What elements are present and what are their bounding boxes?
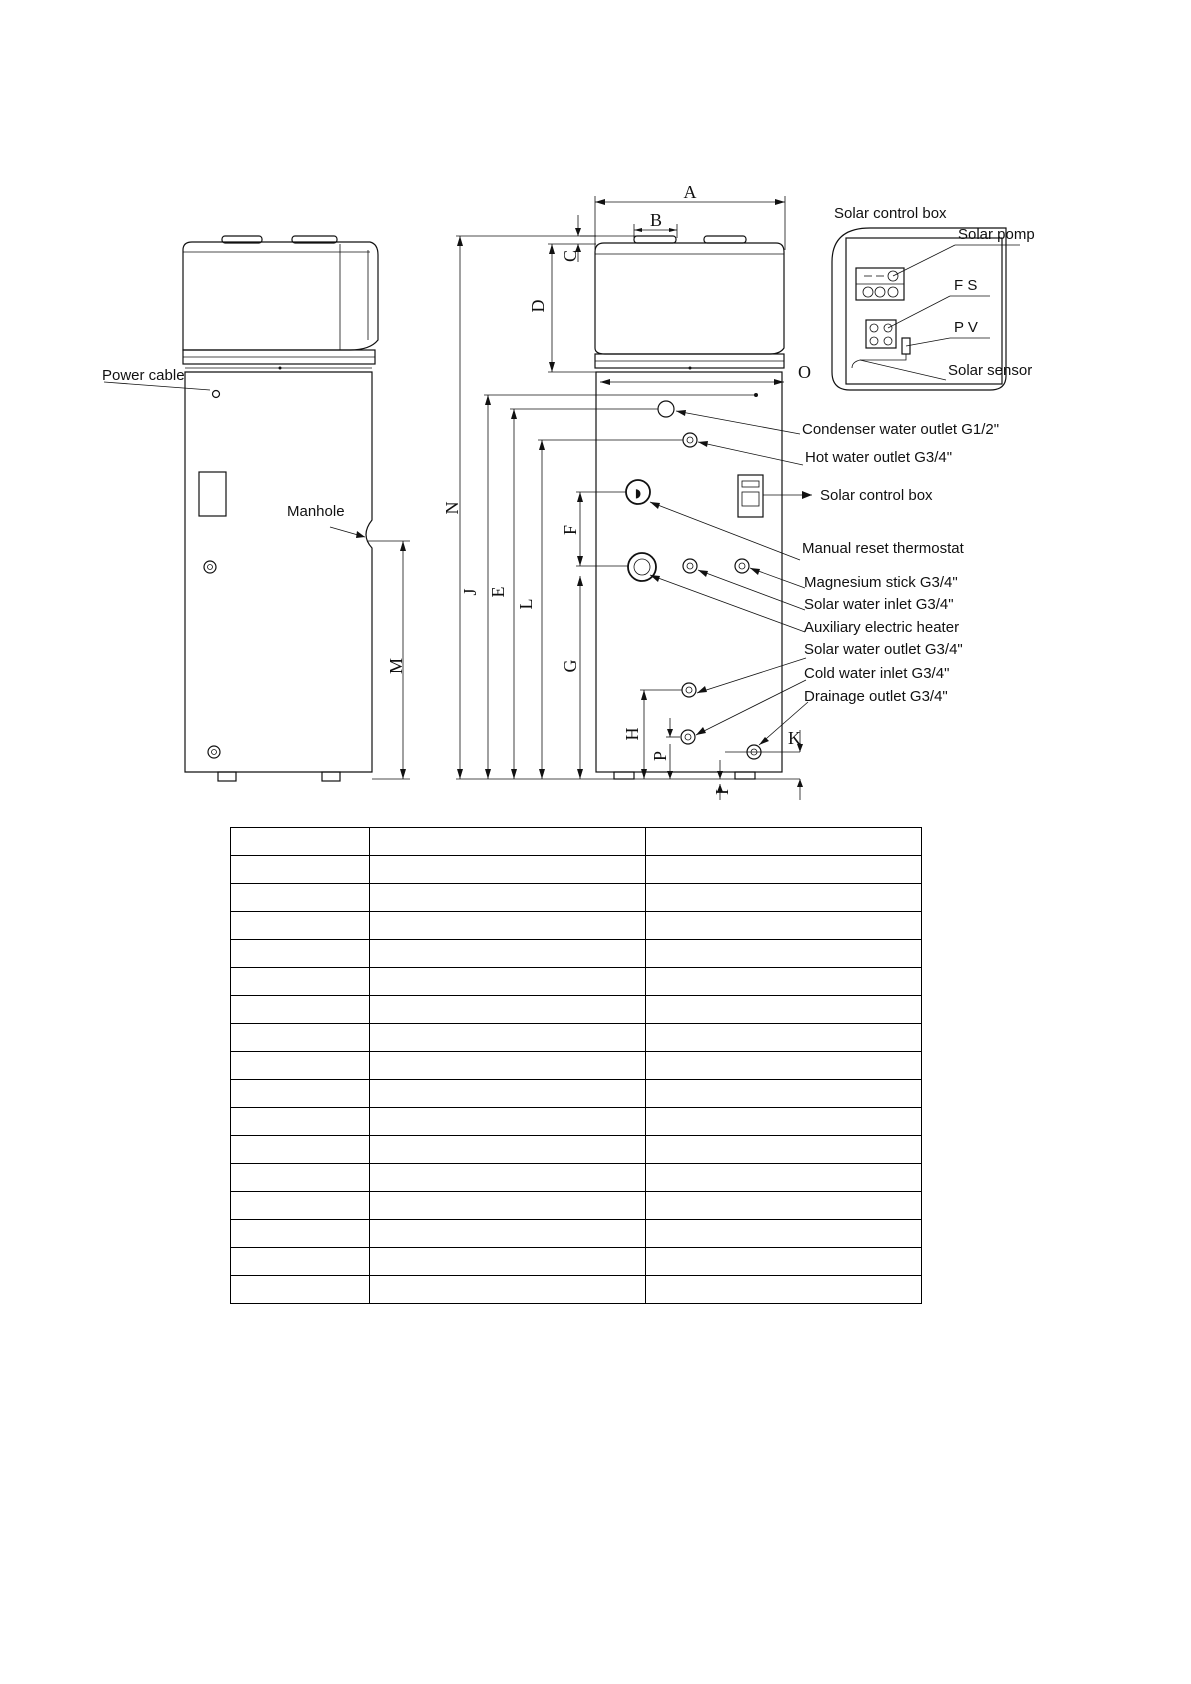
table-cell <box>646 828 922 856</box>
table-cell <box>646 1248 922 1276</box>
table-row <box>231 1024 922 1052</box>
table-cell <box>231 884 370 912</box>
dim-d-label: D <box>528 299 548 313</box>
table-row <box>231 940 922 968</box>
table-cell <box>370 1276 646 1304</box>
table-cell <box>231 1192 370 1220</box>
table-cell <box>370 828 646 856</box>
power-cable-label: Power cable <box>102 367 185 384</box>
table-row <box>231 968 922 996</box>
table-cell <box>231 940 370 968</box>
table-cell <box>370 940 646 968</box>
dim-l-label: L <box>516 598 536 610</box>
dim-i-label: I <box>712 789 732 795</box>
table-row <box>231 856 922 884</box>
table-cell <box>370 1248 646 1276</box>
table-cell <box>370 1192 646 1220</box>
table-row <box>231 1136 922 1164</box>
manual-reset-thermostat-label: Manual reset thermostat <box>802 540 964 557</box>
table-row <box>231 1220 922 1248</box>
manhole-label: Manhole <box>287 503 345 520</box>
table-cell <box>370 1024 646 1052</box>
control-box-title: Solar control box <box>834 205 947 222</box>
drainage-outlet-label: Drainage outlet G3/4" <box>804 688 948 705</box>
table-cell <box>370 1108 646 1136</box>
table-cell <box>231 1220 370 1248</box>
table-cell <box>646 940 922 968</box>
table-cell <box>370 1164 646 1192</box>
table-cell <box>646 1164 922 1192</box>
table-cell <box>646 1024 922 1052</box>
dim-h-label: H <box>622 727 642 741</box>
table-cell <box>370 968 646 996</box>
cold-water-inlet-label: Cold water inlet G3/4" <box>804 665 950 682</box>
hot-water-outlet-label: Hot water outlet G3/4" <box>805 449 953 466</box>
table-row <box>231 1192 922 1220</box>
fs-label: F S <box>954 277 978 294</box>
dim-p-label: P <box>650 750 670 762</box>
table-row <box>231 1108 922 1136</box>
auxiliary-heater-label: Auxiliary electric heater <box>804 619 960 636</box>
solar-sensor-label: Solar sensor <box>948 362 1033 379</box>
table-cell <box>646 1276 922 1304</box>
dim-f-label: F <box>560 524 580 536</box>
table-cell <box>646 1136 922 1164</box>
table-cell <box>370 1136 646 1164</box>
solar-water-inlet-label: Solar water inlet G3/4" <box>804 596 954 613</box>
solar-pump-label: Solar pomp <box>958 226 1035 243</box>
dim-j-label: J <box>460 588 480 596</box>
table-row <box>231 828 922 856</box>
table-row <box>231 1080 922 1108</box>
table-cell <box>231 996 370 1024</box>
table-cell <box>646 1192 922 1220</box>
table-row <box>231 1164 922 1192</box>
table-cell <box>646 1052 922 1080</box>
pv-label: P V <box>954 319 978 336</box>
solar-control-box-label: Solar control box <box>820 487 933 504</box>
dim-c-label: C <box>560 249 580 263</box>
table-cell <box>646 968 922 996</box>
installation-drawing <box>0 0 1191 820</box>
magnesium-stick-label: Magnesium stick G3/4" <box>804 574 958 591</box>
table-cell <box>646 912 922 940</box>
dim-n-label: N <box>442 501 462 515</box>
table-cell <box>370 856 646 884</box>
table-cell <box>370 996 646 1024</box>
table-cell <box>231 1108 370 1136</box>
table-cell <box>370 1052 646 1080</box>
table-cell <box>231 856 370 884</box>
table-cell <box>370 884 646 912</box>
dim-a-label: A <box>683 182 697 202</box>
dim-o-label: O <box>798 362 811 382</box>
table-cell <box>231 1276 370 1304</box>
table-cell <box>646 1108 922 1136</box>
table-cell <box>646 996 922 1024</box>
dim-e-label: E <box>488 586 508 598</box>
table-cell <box>231 1024 370 1052</box>
table-cell <box>231 1164 370 1192</box>
table-cell <box>231 828 370 856</box>
dim-k-label: K <box>788 728 801 748</box>
side-view <box>102 236 410 781</box>
table-cell <box>231 1248 370 1276</box>
svg-text:◗: ◗ <box>634 486 642 500</box>
table-cell <box>646 1080 922 1108</box>
front-view <box>442 182 999 800</box>
table-row <box>231 1276 922 1304</box>
table-cell <box>370 1220 646 1248</box>
control-box-detail <box>832 205 1035 390</box>
solar-water-outlet-label: Solar water outlet G3/4" <box>804 641 963 658</box>
table-cell <box>231 1052 370 1080</box>
table-row <box>231 1052 922 1080</box>
table-row <box>231 1248 922 1276</box>
table-cell <box>231 1136 370 1164</box>
table-cell <box>646 1220 922 1248</box>
table-cell <box>231 912 370 940</box>
table-cell <box>646 856 922 884</box>
table-row <box>231 884 922 912</box>
table-cell <box>646 884 922 912</box>
table-cell <box>370 912 646 940</box>
dimension-table <box>230 827 922 1304</box>
table-cell <box>370 1080 646 1108</box>
table-cell <box>231 968 370 996</box>
table-row <box>231 912 922 940</box>
dim-m-label: M <box>386 657 406 675</box>
dim-b-label: B <box>649 210 663 230</box>
dim-g-label: G <box>560 659 580 673</box>
table-row <box>231 996 922 1024</box>
table-cell <box>231 1080 370 1108</box>
condenser-outlet-label: Condenser water outlet G1/2" <box>802 421 1000 438</box>
